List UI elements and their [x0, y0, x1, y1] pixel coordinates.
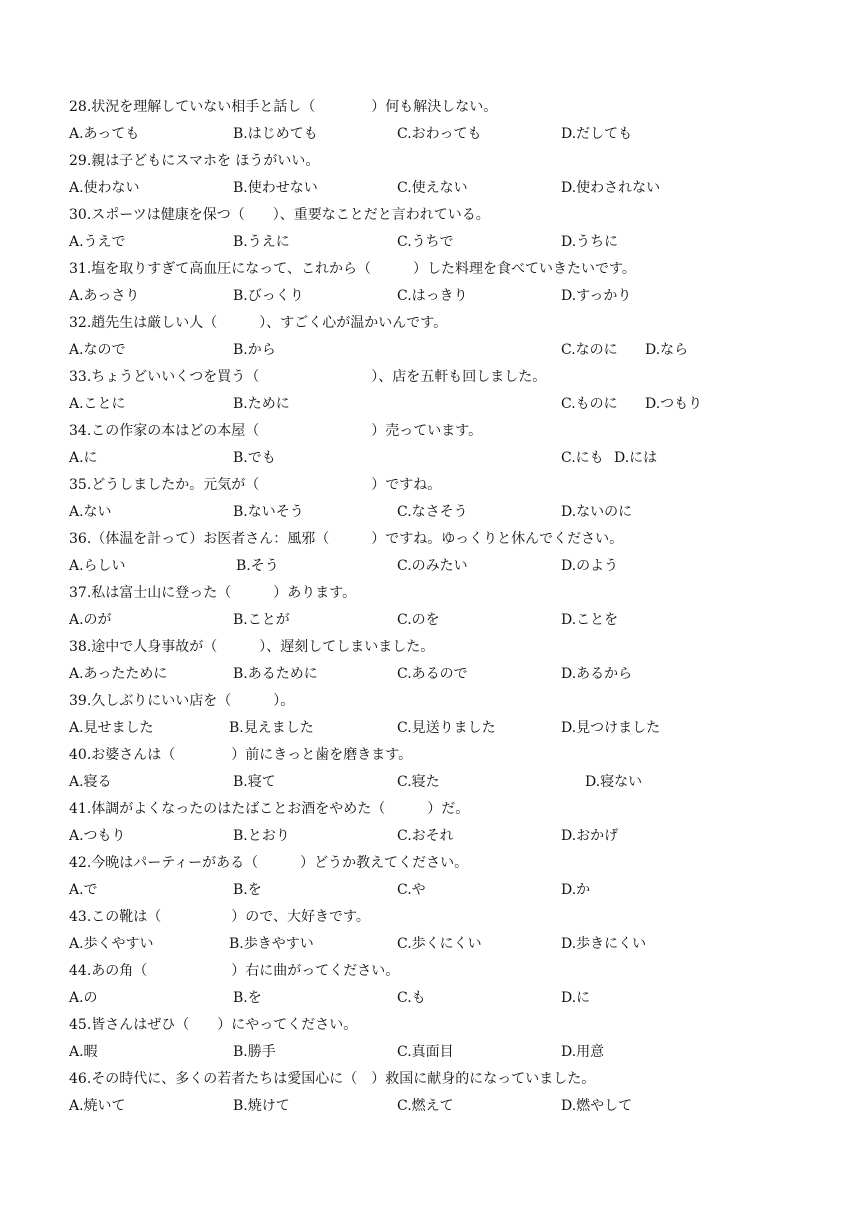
question-16	[69, 908, 370, 926]
answer-option-a: A.なので	[69, 342, 126, 358]
question-stem: 今晩はパーティーがある（ ）どうか教えてください。	[91, 855, 469, 871]
answer-option-d: D.燃やして	[561, 1098, 633, 1114]
question-7	[69, 422, 482, 440]
answer-option-c: C.なのに	[561, 342, 618, 358]
answer-option-d: D.うちに	[561, 234, 619, 250]
answer-option-a: A.焼いて	[69, 1098, 126, 1114]
answer-option-a: A.ない	[69, 504, 112, 520]
answer-option-d: D.には	[614, 450, 658, 466]
question-number: 33.	[69, 369, 92, 385]
answer-option-b: B.とおり	[233, 828, 290, 844]
answer-option-c: C.なさそう	[397, 504, 468, 520]
question-stem: 趙先生は厳しい人（ ）、すごく心が温かいんです。	[91, 315, 448, 331]
answer-option-c: C.や	[397, 882, 426, 898]
question-number: 34.	[69, 423, 92, 439]
question-11	[69, 638, 434, 656]
answer-option-d: D.か	[561, 882, 591, 898]
answer-option-b: B.を	[233, 990, 262, 1006]
answer-option-b: B.焼けて	[233, 1098, 290, 1114]
question-8	[69, 476, 441, 494]
question-17	[69, 962, 399, 980]
answer-option-d: D.に	[561, 990, 591, 1006]
answer-option-d: D.おかげ	[561, 828, 619, 844]
answer-option-c: C.うちで	[397, 234, 454, 250]
question-stem: スポーツは健康を保つ（ ）、重要なことだと言われている。	[91, 207, 490, 223]
answer-option-b: B.から	[233, 342, 276, 358]
answer-option-b: B.見えました	[229, 720, 314, 736]
question-stem: あの角（ ）右に曲がってください。	[91, 963, 400, 979]
question-stem: この靴は（ ）ので、大好きです。	[91, 909, 370, 925]
question-number: 35.	[69, 477, 92, 493]
question-stem: 皆さんはぜひ（ ）にやってください。	[91, 1017, 358, 1033]
question-stem: その時代に、多くの若者たちは愛国心に（ ）救国に献身的になっていました。	[91, 1071, 596, 1087]
answer-option-a: A.うえで	[69, 234, 126, 250]
answer-option-c: C.のを	[397, 612, 440, 628]
answer-option-c: C.あるので	[397, 666, 468, 682]
answer-option-c: C.見送りました	[397, 720, 496, 736]
answer-option-d: D.用意	[561, 1044, 605, 1060]
answer-option-a: A.あったために	[69, 666, 168, 682]
question-number: 45.	[69, 1017, 92, 1033]
answer-option-c: C.ものに	[561, 396, 618, 412]
answer-option-a: A.使わない	[69, 180, 140, 196]
question-stem: この作家の本はどの本屋（ ）売っています。	[91, 423, 483, 439]
answer-option-a: A.のが	[69, 612, 112, 628]
question-5	[69, 314, 447, 332]
answer-option-d: D.なら	[645, 342, 689, 358]
answer-option-a: A.の	[69, 990, 98, 1006]
question-6	[69, 368, 546, 386]
answer-option-b: B.歩きやすい	[229, 936, 314, 952]
question-stem: 私は富士山に登った（ ）あります。	[91, 585, 357, 601]
question-stem: （体温を計って）お医者さん：風邪（ ）ですね。ゆっくりと休んでください。	[91, 531, 624, 547]
answer-option-c: C.使えない	[397, 180, 468, 196]
question-18	[69, 1016, 357, 1034]
answer-option-a: A.歩くやすい	[69, 936, 154, 952]
answer-option-a: A.あっても	[69, 126, 140, 142]
question-number: 43.	[69, 909, 92, 925]
answer-option-d: D.寝ない	[585, 774, 643, 790]
answer-option-d: D.使わされない	[561, 180, 661, 196]
answer-option-b: B.ために	[233, 396, 290, 412]
question-9	[69, 530, 623, 548]
question-10	[69, 584, 356, 602]
answer-option-a: A.で	[69, 882, 98, 898]
question-stem: 塩を取りすぎて高血圧になって、これから（ ）した料理を食べていきたいです。	[91, 261, 636, 277]
question-number: 41.	[69, 801, 92, 817]
question-number: 29.	[69, 153, 92, 169]
answer-option-d: D.ことを	[561, 612, 619, 628]
answer-option-b: B.勝手	[233, 1044, 276, 1060]
question-stem: 体調がよくなったのはたばことお酒をやめた（ ）だ。	[91, 801, 470, 817]
answer-option-b: B.ことが	[233, 612, 290, 628]
answer-option-c: C.にも	[561, 450, 604, 466]
answer-option-c: C.はっきり	[397, 288, 468, 304]
answer-option-c: C.歩くにくい	[397, 936, 482, 952]
question-number: 30.	[69, 207, 92, 223]
answer-option-d: D.ないのに	[561, 504, 633, 520]
answer-option-d: D.のよう	[561, 558, 619, 574]
question-number: 28.	[69, 99, 92, 115]
answer-option-b: B.ないそう	[233, 504, 304, 520]
question-stem: どうしましたか。元気が（ ）ですね。	[91, 477, 442, 493]
answer-option-c: C.燃えて	[397, 1098, 454, 1114]
question-number: 38.	[69, 639, 92, 655]
question-13	[69, 746, 412, 764]
answer-option-d: D.だしても	[561, 126, 633, 142]
question-stem: 親は子どもにスマホを ほうがいい。	[91, 153, 320, 169]
question-number: 44.	[69, 963, 92, 979]
question-15	[69, 854, 468, 872]
answer-option-b: B.びっくり	[233, 288, 304, 304]
question-1	[69, 98, 497, 116]
question-14	[69, 800, 469, 818]
answer-option-a: A.見せました	[69, 720, 154, 736]
answer-option-a: A.に	[69, 450, 98, 466]
question-number: 37.	[69, 585, 92, 601]
answer-option-a: A.寝る	[69, 774, 112, 790]
answer-option-b: B.あるために	[233, 666, 318, 682]
answer-option-a: A.つもり	[69, 828, 126, 844]
answer-option-a: A.ことに	[69, 396, 126, 412]
question-number: 31.	[69, 261, 92, 277]
answer-option-b: B.を	[233, 882, 262, 898]
question-stem: 状況を理解していない相手と話し（ ）何も解決しない。	[91, 99, 498, 115]
question-number: 39.	[69, 693, 92, 709]
question-stem: お婆さんは（ ）前にきっと歯を磨きます。	[91, 747, 413, 763]
answer-option-a: A.らしい	[69, 558, 126, 574]
question-3	[69, 206, 490, 224]
question-2	[69, 152, 319, 170]
answer-option-b: B.でも	[233, 450, 276, 466]
question-number: 36.	[69, 531, 92, 547]
answer-option-a: A.あっさり	[69, 288, 140, 304]
answer-option-a: A.暇	[69, 1044, 98, 1060]
answer-option-c: C.おわっても	[397, 126, 482, 142]
question-4	[69, 260, 636, 278]
question-number: 42.	[69, 855, 92, 871]
answer-option-d: D.あるから	[561, 666, 633, 682]
question-stem: 途中で人身事故が（ ）、遅刻してしまいました。	[91, 639, 435, 655]
answer-option-b: B.うえに	[233, 234, 290, 250]
answer-option-b: B.そう	[236, 558, 279, 574]
question-12	[69, 692, 294, 710]
question-stem: ちょうどいいくつを買う（ ）、店を五軒も回しました。	[91, 369, 547, 385]
answer-option-d: D.歩きにくい	[561, 936, 647, 952]
answer-option-d: D.すっかり	[561, 288, 632, 304]
answer-option-c: C.のみたい	[397, 558, 468, 574]
answer-option-b: B.使わせない	[233, 180, 318, 196]
answer-option-c: C.寝た	[397, 774, 440, 790]
answer-option-d: D.つもり	[645, 396, 703, 412]
answer-option-b: B.寝て	[233, 774, 276, 790]
answer-option-c: C.も	[397, 990, 426, 1006]
question-stem: 久しぶりにいい店を（ ）。	[91, 693, 295, 709]
answer-option-d: D.見つけました	[561, 720, 661, 736]
question-number: 46.	[69, 1071, 92, 1087]
question-number: 32.	[69, 315, 92, 331]
question-number: 40.	[69, 747, 92, 763]
answer-option-b: B.はじめても	[233, 126, 318, 142]
answer-option-c: C.真面目	[397, 1044, 454, 1060]
question-19	[69, 1070, 595, 1088]
answer-option-c: C.おそれ	[397, 828, 454, 844]
